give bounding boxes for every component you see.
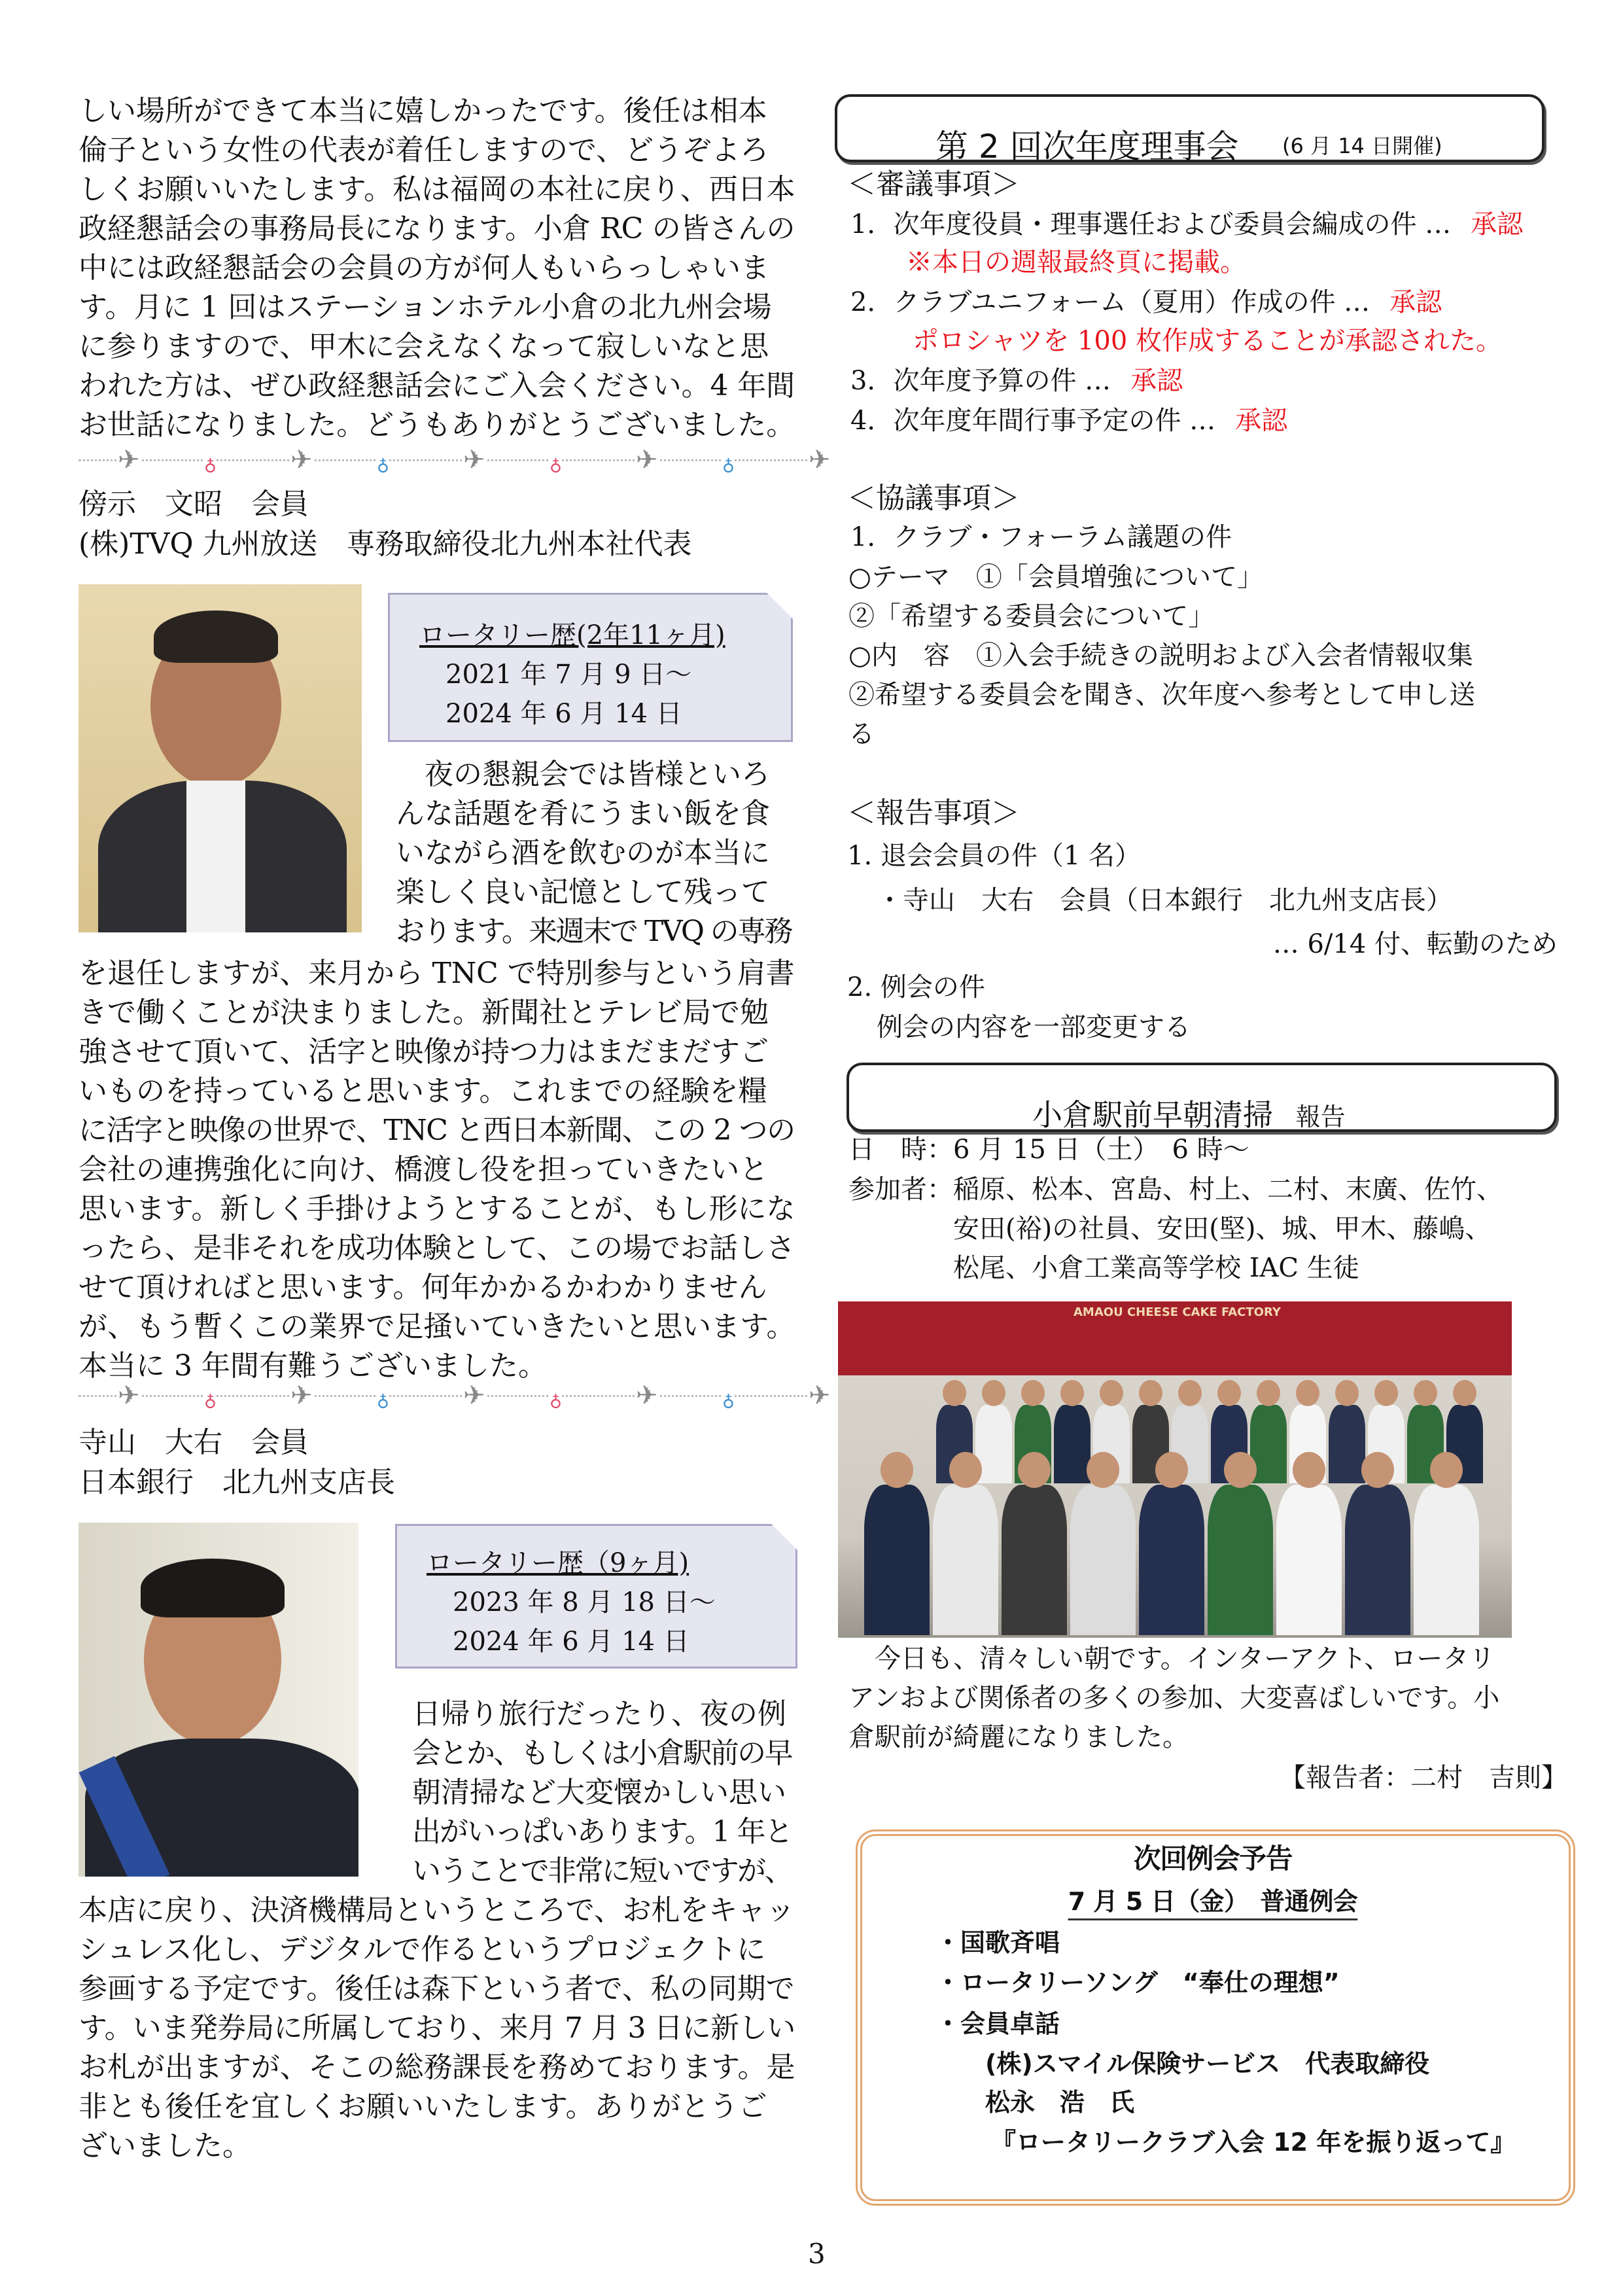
cleaning-reporter: 【報告者：二村 吉則】 xyxy=(1280,1763,1567,1793)
person-body xyxy=(1070,1485,1136,1635)
speaker-name: 松永 浩 氏 xyxy=(985,2088,1135,2117)
kyogi-item-1: 1．クラブ・フォーラム議題の件 xyxy=(850,522,1232,552)
medal-blue-icon: ♁ xyxy=(377,452,389,478)
text-line: おります。来週末で TVQ の専務 xyxy=(396,915,792,948)
text-line: 強させて頂いて、活字と映像が持つ力はまだまだすご xyxy=(79,1035,769,1069)
airplane-icon: ✈ xyxy=(809,445,831,475)
member1-career-box xyxy=(388,593,793,742)
cleaning-report-title-row xyxy=(1032,1091,1346,1135)
approved-status: 承認 xyxy=(1235,406,1288,436)
medal-red-icon: ♁ xyxy=(550,1388,562,1414)
person-head xyxy=(1087,1452,1119,1488)
career-to: 2024 年 6 月 14 日 xyxy=(445,699,682,729)
text-line: アンおよび関係者の多くの参加、大変喜ばしいです。小 xyxy=(848,1683,1500,1713)
text-line: んな話題を肴にうまい飯を食 xyxy=(396,797,770,830)
member2-portrait-photo xyxy=(79,1523,358,1877)
person-head xyxy=(949,1452,982,1488)
person-head xyxy=(1453,1380,1476,1406)
person-head xyxy=(982,1380,1005,1406)
person-head xyxy=(1018,1452,1051,1488)
text-line: に活字と映像の世界で、TNC と西日本新聞、この 2 つの xyxy=(79,1114,795,1147)
person-body xyxy=(1414,1485,1479,1635)
agenda-item-text: 3．次年度予算の件 … xyxy=(850,366,1111,396)
text-line: お札が出ますが、そこの総務課長を務めております。是 xyxy=(79,2051,795,2084)
notice-item: ・ロータリーソング “奉仕の理想” xyxy=(935,1968,1340,1997)
text-line: 夜の懇親会では皆様といろ xyxy=(396,758,770,791)
notice-date-wrap xyxy=(856,1882,1570,1921)
person-head xyxy=(1335,1380,1359,1406)
text-line: 参画する予定です。後任は森下という者で、私の同期で xyxy=(79,1972,795,2005)
houkoku-item-2: 2. 例会の件 xyxy=(847,972,985,1002)
houkoku-item-1-detail: ・寺山 大右 会員（日本銀行 北九州支店長） xyxy=(877,885,1452,915)
text-line: が、もう暫くこの業界で足掻いていきたいと思います。 xyxy=(79,1310,795,1343)
airplane-icon: ✈ xyxy=(290,1381,313,1411)
board-meeting-date: (6 月 14 日開催) xyxy=(1282,133,1442,158)
person-head xyxy=(881,1452,913,1488)
text-line: シュレス化し、デジタルで作るというプロジェクトに xyxy=(79,1933,766,1966)
cleaning-report-title: 小倉駅前早朝清掃 xyxy=(1032,1097,1273,1133)
person-body xyxy=(1054,1405,1091,1483)
text-line: 中には政経懇話会の会員の方が何人もいらっしゃいま xyxy=(79,251,769,285)
text-line: す。いま発券局に所属しており、来月 7 月 3 日に新しい xyxy=(79,2011,795,2045)
airplane-icon: ✈ xyxy=(290,445,313,475)
text-line: 安田(裕)の社員、安田(堅)、城、甲木、藤嶋、 xyxy=(848,1214,1492,1244)
person-head xyxy=(1414,1380,1437,1406)
career-title: ロータリー歴（9ヶ月) xyxy=(427,1548,689,1578)
agenda-item-text: 4．次年度年間行事予定の件 … xyxy=(850,406,1216,436)
person-body xyxy=(864,1485,930,1635)
person-body xyxy=(1329,1405,1365,1483)
person-body xyxy=(1002,1485,1067,1635)
medal-red-icon: ♁ xyxy=(204,1388,217,1414)
agenda-item-1-note: ※本日の週報最終頁に掲載。 xyxy=(906,247,1246,277)
career-to: 2024 年 6 月 14 日 xyxy=(453,1627,689,1657)
speaker-company: (株)スマイル保険サービス 代表取締役 xyxy=(985,2049,1430,2078)
text-line: 松尾、小倉工業高等学校 IAC 生徒 xyxy=(848,1253,1359,1283)
text-line: 出がいっぱいあります。1 年と xyxy=(412,1815,792,1848)
person-body xyxy=(1276,1485,1342,1635)
person-head xyxy=(1224,1452,1257,1488)
approved-status: 承認 xyxy=(1130,366,1183,396)
agenda-item-4 xyxy=(850,401,1287,440)
agenda-item-2 xyxy=(850,283,1442,322)
person-body xyxy=(1139,1485,1204,1635)
text-line: 倫子という女性の代表が着任しますので、どうぞよろ xyxy=(79,133,769,167)
member1-company: (株)TVQ 九州放送 専務取締役北九州本社代表 xyxy=(79,527,692,561)
text-line: ②希望する委員会を聞き、次年度へ参考として申し送 xyxy=(848,680,1476,710)
text-line: に参りますので、甲木に会えなくなって寂しいなと思 xyxy=(79,330,769,363)
person-body xyxy=(1208,1485,1273,1635)
text-line: しくお願いいたします。私は福岡の本社に戻り、西日本 xyxy=(79,173,795,206)
agenda-item-3 xyxy=(850,361,1183,400)
text-line: きで働くことが決まりました。新聞社とテレビ局で勉 xyxy=(79,996,769,1029)
text-line: 非とも後任を宜しくお願いいたします。ありがとうご xyxy=(79,2090,767,2123)
board-meeting-title-box xyxy=(835,94,1544,166)
text-line: 会社の連携強化に向け、橋渡し役を担っていきたいと xyxy=(79,1153,769,1186)
photo-sign-text: AMAOU CHEESE CAKE FACTORY xyxy=(1073,1305,1281,1319)
text-line: 思います。新しく手掛けようとすることが、もし形にな xyxy=(79,1192,795,1226)
person-head xyxy=(1100,1380,1123,1406)
person-head xyxy=(1257,1380,1280,1406)
person-head xyxy=(1374,1380,1398,1406)
person-head xyxy=(1178,1380,1202,1406)
member2-career-box xyxy=(395,1524,797,1669)
person-head xyxy=(1430,1452,1463,1488)
text-line: 楽しく良い記憶として残って xyxy=(396,875,770,909)
speech-title: 『ロータリークラブ入会 12 年を振り返って』 xyxy=(991,2128,1516,2157)
decorative-divider xyxy=(79,1381,831,1411)
airplane-icon: ✈ xyxy=(118,1381,140,1411)
person-body xyxy=(1345,1485,1410,1635)
airplane-icon: ✈ xyxy=(809,1381,831,1411)
page-number: 3 xyxy=(808,2238,826,2270)
person-head xyxy=(1060,1380,1084,1406)
cleaning-datetime: 日 時：6 月 15 日（土） 6 時～ xyxy=(848,1135,1249,1165)
career-from: 2023 年 8 月 18 日～ xyxy=(453,1587,716,1617)
person-body xyxy=(933,1485,998,1635)
text-line: 会とか、もしくは小倉駅前の早 xyxy=(412,1737,792,1770)
decorative-divider xyxy=(79,445,831,475)
text-line: 今日も、清々しい朝です。インターアクト、ロータリ xyxy=(848,1644,1495,1674)
text-line: 本当に 3 年間有難うございました。 xyxy=(79,1349,547,1383)
text-line: お世話になりました。どうもありがとうございました。 xyxy=(79,408,795,442)
medal-blue-icon: ♁ xyxy=(377,1388,389,1414)
person-head xyxy=(1155,1452,1188,1488)
agenda-item-2-note: ポロシャツを 100 枚作成することが承認された。 xyxy=(913,326,1502,356)
text-line: 本店に戻り、決済機構局というところで、お札をキャッ xyxy=(79,1894,795,1927)
text-line: る xyxy=(848,719,875,749)
text-line: しい場所ができて本当に嬉しかったです。後任は相本 xyxy=(79,94,767,128)
text-line: す。月に 1 回はステーションホテル小倉の北九州会場 xyxy=(79,291,772,324)
airplane-icon: ✈ xyxy=(463,445,485,475)
text-line: 参加者：稲原、松本、宮島、村上、二村、末廣、佐竹、 xyxy=(848,1174,1503,1205)
medal-blue-icon: ♁ xyxy=(722,452,735,478)
person-head xyxy=(1296,1380,1319,1406)
agenda-item-text: 2．クラブユニフォーム（夏用）作成の件 … xyxy=(850,287,1370,317)
text-line: ○内 容 ①入会手続きの説明および入会者情報収集 xyxy=(848,641,1473,671)
text-line: 政経懇話会の事務局長になります。小倉 RC の皆さんの xyxy=(79,212,795,245)
person-head xyxy=(1139,1380,1162,1406)
member1-name: 傍示 文昭 会員 xyxy=(79,487,309,521)
notice-item: ・会員卓話 xyxy=(935,2009,1060,2038)
airplane-icon: ✈ xyxy=(463,1381,485,1411)
houkoku-item-2-detail: 例会の内容を一部変更する xyxy=(877,1012,1191,1042)
agenda-item-text: 1．次年度役員・理事選任および委員会編成の件 … xyxy=(850,209,1452,239)
person-head xyxy=(1293,1452,1325,1488)
notice-item: ・国歌斉唱 xyxy=(935,1928,1060,1957)
text-line: いうことで非常に短いですが、 xyxy=(412,1854,792,1888)
kyogi-heading: ＜協議事項＞ xyxy=(847,482,1020,515)
text-line: いものを持っていると思います。これまでの経験を糧 xyxy=(79,1074,767,1108)
text-line: せて頂ければと思います。何年かかるかわかりません xyxy=(79,1271,767,1304)
cleaning-report-suffix: 報告 xyxy=(1295,1103,1346,1131)
person-head xyxy=(1361,1452,1394,1488)
text-line: を退任しますが、来月から TNC で特別参与という肩書 xyxy=(79,957,795,990)
notice-title: 次回例会予告 xyxy=(1133,1843,1293,1875)
member1-portrait-photo xyxy=(79,584,362,932)
person-head xyxy=(1021,1380,1045,1406)
approved-status: 承認 xyxy=(1389,287,1442,317)
medal-blue-icon: ♁ xyxy=(722,1388,735,1414)
text-line: いながら酒を飲むのが本当に xyxy=(396,836,770,870)
text-line: われた方は、ぜひ政経懇話会にご入会ください。4 年間 xyxy=(79,369,795,402)
shingi-heading: ＜審議事項＞ xyxy=(847,168,1020,201)
board-meeting-title: 第 2 回次年度理事会 xyxy=(935,128,1239,166)
airplane-icon: ✈ xyxy=(636,1381,658,1411)
agenda-item-1 xyxy=(850,205,1523,244)
text-line: 倉駅前が綺麗になりました。 xyxy=(848,1722,1189,1752)
houkoku-heading: ＜報告事項＞ xyxy=(847,796,1020,830)
text-line: ○テーマ ①「会員増強について」 xyxy=(848,562,1264,592)
text-line: ざいました。 xyxy=(79,2129,251,2163)
person-head xyxy=(1217,1380,1241,1406)
medal-red-icon: ♁ xyxy=(204,452,217,478)
member2-company: 日本銀行 北九州支店長 xyxy=(79,1466,395,1499)
text-line: ったら、是非それを成功体験として、この場でお話しさ xyxy=(79,1231,795,1265)
notice-date: 7 月 5 日（金） 普通例会 xyxy=(1068,1887,1357,1920)
text-line: ②「希望する委員会について」 xyxy=(848,601,1215,631)
airplane-icon: ✈ xyxy=(118,445,140,475)
houkoku-item-1: 1. 退会会員の件（1 名） xyxy=(847,841,1142,871)
text-line: 日帰り旅行だったり、夜の例 xyxy=(412,1697,786,1731)
person-head xyxy=(943,1380,966,1406)
member2-name: 寺山 大右 会員 xyxy=(79,1426,309,1459)
text-line: 朝清掃など大変懐かしい思い xyxy=(412,1776,786,1809)
airplane-icon: ✈ xyxy=(636,445,658,475)
group-photo xyxy=(838,1301,1512,1638)
houkoku-item-1-reason: … 6/14 付、転勤のため xyxy=(1272,929,1558,959)
medal-red-icon: ♁ xyxy=(550,452,562,478)
cleaning-report-title-box xyxy=(846,1063,1557,1132)
career-title: ロータリー歴(2年11ヶ月) xyxy=(419,620,725,650)
career-from: 2021 年 7 月 9 日～ xyxy=(445,660,692,690)
approved-status: 承認 xyxy=(1471,209,1524,239)
